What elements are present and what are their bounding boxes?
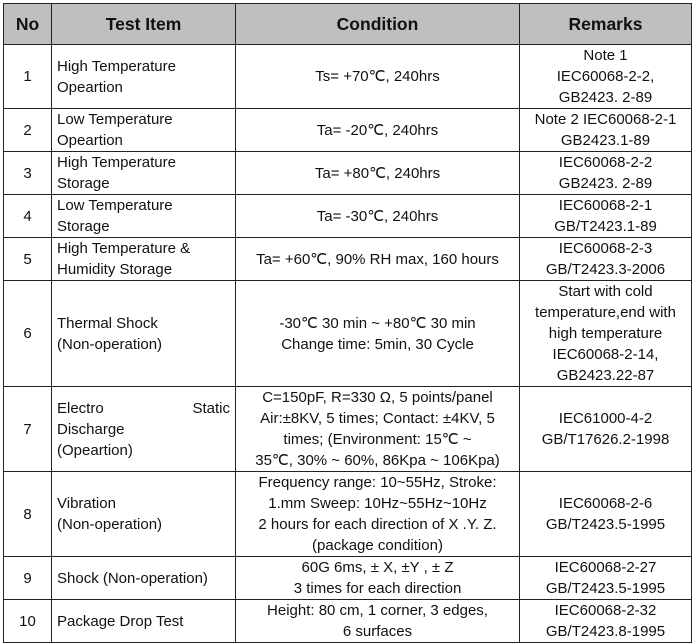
table-row — [4, 238, 692, 281]
remarks-line: Note 2 IEC60068-2-1 — [534, 111, 677, 128]
test-item-line: (Non-operation) — [57, 516, 163, 533]
remarks-line: IEC60068-2-2 — [558, 154, 653, 171]
remarks-line: GB/T2423.1-89 — [554, 218, 657, 235]
test-item-cell — [52, 195, 236, 238]
condition-line: times; (Environment: 15℃ ~ — [283, 431, 472, 448]
condition-line: Ta= -20℃, 240hrs — [316, 121, 439, 139]
test-item-word: Static — [192, 399, 230, 417]
remarks-line: IEC60068-2-1 — [558, 197, 653, 214]
condition-line: 35℃, 30% ~ 60%, 86Kpa ~ 106Kpa) — [255, 452, 500, 469]
test-item-cell — [52, 557, 236, 600]
remarks-line: GB/T17626.2-1998 — [541, 431, 670, 448]
condition-cell — [236, 109, 520, 152]
row-number: 2 — [4, 109, 52, 152]
table-row — [4, 387, 692, 472]
test-spec-table — [3, 3, 692, 643]
condition-line: 2 hours for each direction of X .Y. Z. — [258, 516, 497, 533]
condition-line: 3 times for each direction — [293, 580, 462, 597]
test-item-cell — [52, 600, 236, 643]
row-number: 4 — [4, 195, 52, 238]
condition-cell — [236, 281, 520, 387]
remarks-line: GB2423.1-89 — [560, 132, 651, 149]
condition-line: (package condition) — [312, 537, 443, 554]
condition-line: C=150pF, R=330 Ω, 5 points/panel — [262, 389, 493, 406]
condition-cell — [236, 472, 520, 557]
test-item-line — [57, 398, 230, 419]
remarks-line: IEC60068-2-27 — [554, 559, 657, 576]
row-number: 8 — [4, 472, 52, 557]
condition-line: Change time: 5min, 30 Cycle — [281, 335, 474, 353]
table-row — [4, 45, 692, 109]
test-item-line: Vibration — [57, 495, 116, 512]
test-item-line: Storage — [57, 175, 110, 192]
table-row — [4, 557, 692, 600]
test-item-line: Low Temperature — [57, 197, 173, 214]
remarks-cell — [520, 152, 692, 195]
row-number: 6 — [4, 281, 52, 387]
remarks-line: GB/T2423.5-1995 — [545, 580, 666, 597]
remarks-line: IEC60068-2-2, — [556, 68, 655, 85]
header-no: No — [4, 4, 52, 45]
remarks-cell — [520, 45, 692, 109]
test-item-cell — [52, 109, 236, 152]
test-item-cell — [52, 45, 236, 109]
test-item-line: Storage — [57, 218, 110, 235]
row-number: 3 — [4, 152, 52, 195]
remarks-line: IEC60068-2-14, — [552, 346, 659, 363]
test-item-line: Package Drop Test — [57, 612, 184, 630]
test-item-line: Low Temperature — [57, 111, 173, 128]
test-item-line: (Non-operation) — [57, 335, 163, 353]
remarks-line: temperature,end with — [535, 304, 676, 321]
condition-line: Ts= +70℃, 240hrs — [315, 68, 440, 85]
row-number: 9 — [4, 557, 52, 600]
test-item-cell — [52, 281, 236, 387]
table-row — [4, 152, 692, 195]
test-item-line: High Temperature — [57, 154, 176, 171]
remarks-cell — [520, 281, 692, 387]
test-item-cell — [52, 472, 236, 557]
condition-line: Ta= -30℃, 240hrs — [316, 207, 439, 225]
header-remarks: Remarks — [520, 4, 692, 45]
condition-cell — [236, 557, 520, 600]
remarks-cell — [520, 109, 692, 152]
remarks-cell — [520, 600, 692, 643]
remarks-line: high temperature — [548, 325, 663, 342]
test-item-line: Opeartion — [57, 132, 123, 149]
test-item-line: High Temperature & — [57, 240, 191, 257]
remarks-line: IEC60068-2-6 — [558, 495, 653, 512]
row-number: 7 — [4, 387, 52, 472]
condition-line: 60G 6ms, ± X, ±Y , ± Z — [301, 559, 454, 576]
remarks-cell — [520, 238, 692, 281]
test-item-line: Opeartion — [57, 78, 123, 96]
test-item-line: (Opeartion) — [57, 441, 133, 459]
remarks-line: GB/T2423.3-2006 — [545, 261, 666, 278]
table-row — [4, 281, 692, 387]
condition-line: Height: 80 cm, 1 corner, 3 edges, — [267, 602, 488, 619]
condition-line: Ta= +60℃, 90% RH max, 160 hours — [256, 250, 499, 268]
header-condition: Condition — [236, 4, 520, 45]
remarks-line: Start with cold — [558, 283, 653, 300]
test-item-line: Thermal Shock — [57, 314, 158, 332]
remarks-line: GB/T2423.5-1995 — [545, 516, 666, 533]
test-item-line: Shock (Non-operation) — [57, 569, 208, 587]
header-row — [4, 4, 692, 45]
remarks-line: Note 1 — [583, 47, 628, 64]
remarks-line: GB/T2423.8-1995 — [545, 623, 666, 640]
condition-cell — [236, 152, 520, 195]
remarks-cell — [520, 195, 692, 238]
table-row — [4, 600, 692, 643]
condition-cell — [236, 45, 520, 109]
remarks-line: IEC60068-2-32 — [554, 602, 657, 619]
header-test-item: Test Item — [52, 4, 236, 45]
condition-line: Frequency range: 10~55Hz, Stroke: — [258, 474, 497, 491]
test-item-line: High Temperature — [57, 57, 176, 75]
remarks-cell — [520, 472, 692, 557]
test-item-line: Humidity Storage — [57, 261, 173, 278]
table-row — [4, 195, 692, 238]
test-item-cell — [52, 152, 236, 195]
remarks-line: IEC61000-4-2 — [558, 410, 653, 427]
remarks-line: GB2423. 2-89 — [558, 89, 653, 106]
test-item-word: Electro — [57, 399, 104, 417]
test-item-cell — [52, 387, 236, 472]
remarks-cell — [520, 387, 692, 472]
row-number: 5 — [4, 238, 52, 281]
condition-cell — [236, 387, 520, 472]
condition-line: -30℃ 30 min ~ +80℃ 30 min — [279, 314, 476, 332]
remarks-line: GB2423. 2-89 — [558, 175, 653, 192]
condition-cell — [236, 600, 520, 643]
condition-line: Air:±8KV, 5 times; Contact: ±4KV, 5 — [260, 410, 495, 427]
table-row — [4, 472, 692, 557]
condition-cell — [236, 195, 520, 238]
condition-cell — [236, 238, 520, 281]
table-row — [4, 109, 692, 152]
remarks-line: GB2423.22-87 — [556, 367, 655, 384]
remarks-line: IEC60068-2-3 — [558, 240, 653, 257]
condition-line: Ta= +80℃, 240hrs — [314, 164, 441, 182]
condition-line: 1.mm Sweep: 10Hz~55Hz~10Hz — [268, 495, 487, 512]
test-item-line: Discharge — [57, 420, 125, 438]
row-number: 10 — [4, 600, 52, 643]
condition-line: 6 surfaces — [342, 623, 413, 640]
remarks-cell — [520, 557, 692, 600]
row-number: 1 — [4, 45, 52, 109]
test-item-cell — [52, 238, 236, 281]
